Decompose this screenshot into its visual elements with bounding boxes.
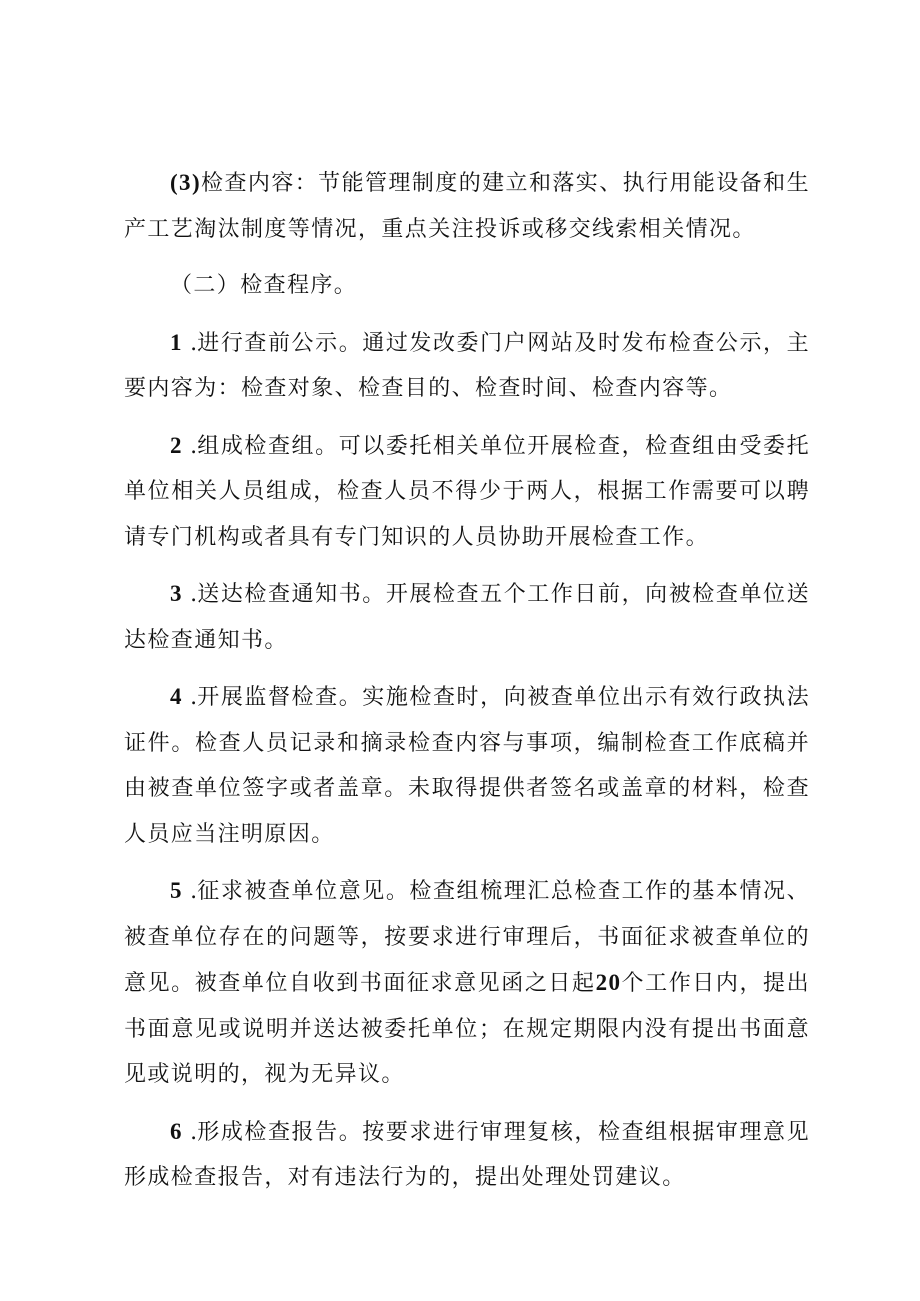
document-body: [124, 160, 810, 1212]
item-separator: .: [182, 1119, 198, 1145]
item-number: 5: [170, 878, 183, 903]
item-number: 2: [170, 432, 183, 458]
item-number: 1: [170, 329, 183, 355]
item-separator: .: [182, 685, 198, 710]
item-number: (3): [170, 170, 202, 195]
paragraph-text-continued: 个工作日内，提出书面意见或说明并送达被委托单位；在规定期限内没有提出书面意见或说明的，视为无异议。: [124, 971, 810, 1087]
paragraph-inspection-content: [124, 160, 810, 252]
paragraph-step-5: [124, 868, 810, 1098]
item-number: 6: [170, 1118, 183, 1144]
paragraph-step-4: [124, 674, 810, 857]
paragraph-step-2: [124, 423, 810, 561]
paragraph-text: 征求被查单位意见。检查组梳理汇总检查工作的基本情况、被查单位存在的问题等，按要求进行审理后，书面征求被查单位的意见。被查单位自收到书面征求意见函之日起: [124, 879, 810, 996]
paragraph-text: 开展监督检查。实施检查时，向被查单位出示有效行政执法证件。检查人员记录和摘录检查内容与事项，编制检查工作底稿并由被查单位签字或者盖章。未取得提供者签名或盖章的材料，检查人员应当注明原因。: [124, 685, 810, 847]
paragraph-step-1: [124, 320, 810, 412]
paragraph-text: 送达检查通知书。开展检查五个工作日前，向被检查单位送达检查通知书。: [124, 582, 810, 653]
paragraph-text: 形成检查报告。按要求进行审理复核，检查组根据审理意见形成检查报告，对有违法行为的，提出处理处罚建议。: [124, 1119, 810, 1190]
paragraph-text: 组成检查组。可以委托相关单位开展检查，检查组由受委托单位相关人员组成，检查人员不得少于两人，根据工作需要可以聘请专门机构或者具有专门知识的人员协助开展检查工作。: [124, 433, 810, 550]
item-separator: .: [182, 433, 198, 459]
item-number: 3: [170, 581, 183, 606]
section-heading: [124, 263, 810, 309]
paragraph-text: 进行查前公示。通过发改委门户网站及时发布检查公示，主要内容为：检查对象、检查目的、检查时间、检查内容等。: [124, 330, 810, 401]
section-heading-text: （二）检查程序。: [170, 273, 358, 298]
item-separator: .: [182, 582, 198, 607]
paragraph-text: 检查内容：节能管理制度的建立和落实、执行用能设备和生产工艺淘汰制度等情况，重点关注投诉或移交线索相关情况。: [124, 171, 810, 242]
item-number: 4: [170, 684, 183, 709]
inline-number: 20: [595, 970, 622, 995]
paragraph-step-3: [124, 571, 810, 663]
paragraph-step-6: [124, 1109, 810, 1201]
item-separator: .: [182, 330, 198, 356]
item-separator: .: [182, 879, 198, 904]
